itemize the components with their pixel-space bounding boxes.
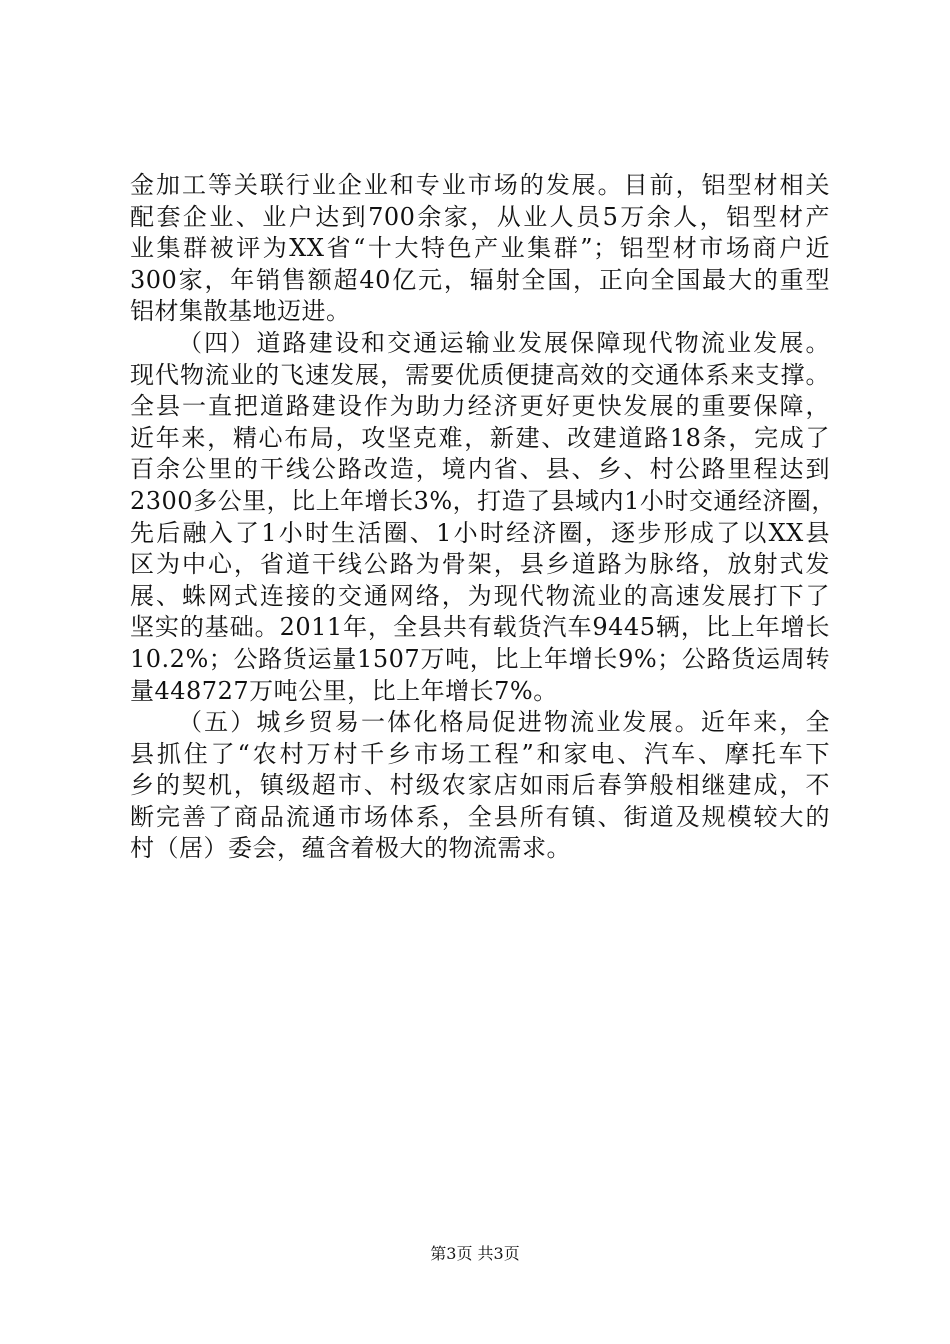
text-line: 展、蛛网式连接的交通网络，为现代物流业的高速发展打下了 [130, 581, 830, 610]
paragraph-urban-rural-trade [130, 707, 830, 865]
text-line: 近年来，精心布局，攻坚克难，新建、改建道路18条，完成了 [130, 423, 830, 452]
paragraph-aluminum-industry [130, 170, 830, 328]
document-body [130, 170, 836, 865]
text-line: 断完善了商品流通市场体系，全县所有镇、街道及规模较大的 [130, 802, 830, 831]
text-line: 村（居）委会，蕴含着极大的物流需求。 [130, 834, 571, 863]
text-line: 先后融入了1小时生活圈、1小时经济圈，逐步形成了以XX县 [130, 518, 830, 547]
text-line: 配套企业、业户达到700余家，从业人员5万余人，铝型材产 [130, 202, 830, 231]
text-line: 铝材集散基地迈进。 [130, 297, 351, 326]
text-line: 金加工等关联行业企业和专业市场的发展。目前，铝型材相关 [130, 171, 830, 199]
paragraph-road-construction [130, 328, 836, 707]
text-line: 300家，年销售额超40亿元，辐射全国，正向全国最大的重型 [130, 265, 830, 294]
text-line: 区为中心，省道干线公路为骨架，县乡道路为脉络，放射式发 [130, 550, 830, 579]
text-line: （四）道路建设和交通运输业发展保障现代物流业发展。 [178, 328, 830, 357]
text-line: 坚实的基础。2011年，全县共有载货汽车9445辆，比上年增长 [130, 613, 830, 642]
text-line: 县抓住了“农村万村千乡市场工程”和家电、汽车、摩托车下 [130, 739, 830, 768]
text-line: 全县一直把道路建设作为助力经济更好更快发展的重要保障， [130, 392, 830, 421]
text-line: 量448727万吨公里，比上年增长7%。 [130, 676, 558, 705]
text-line: 2300多公里，比上年增长3%，打造了县域内1小时交通经济圈， [130, 486, 836, 515]
text-line: 10.2%；公路货运量1507万吨，比上年增长9%；公路货运周转 [130, 644, 830, 673]
text-line: 业集群被评为XX省“十大特色产业集群”；铝型材市场商户近 [130, 234, 830, 263]
text-line: 百余公里的干线公路改造，境内省、县、乡、村公路里程达到 [130, 455, 830, 484]
text-line: 乡的契机，镇级超市、村级农家店如雨后春笋般相继建成，不 [130, 771, 830, 800]
page-number-footer: 第3页 共3页 [430, 1244, 520, 1263]
text-line: （五）城乡贸易一体化格局促进物流业发展。近年来，全 [178, 708, 830, 737]
text-line: 现代物流业的飞速发展，需要优质便捷高效的交通体系来支撑。 [130, 360, 830, 389]
